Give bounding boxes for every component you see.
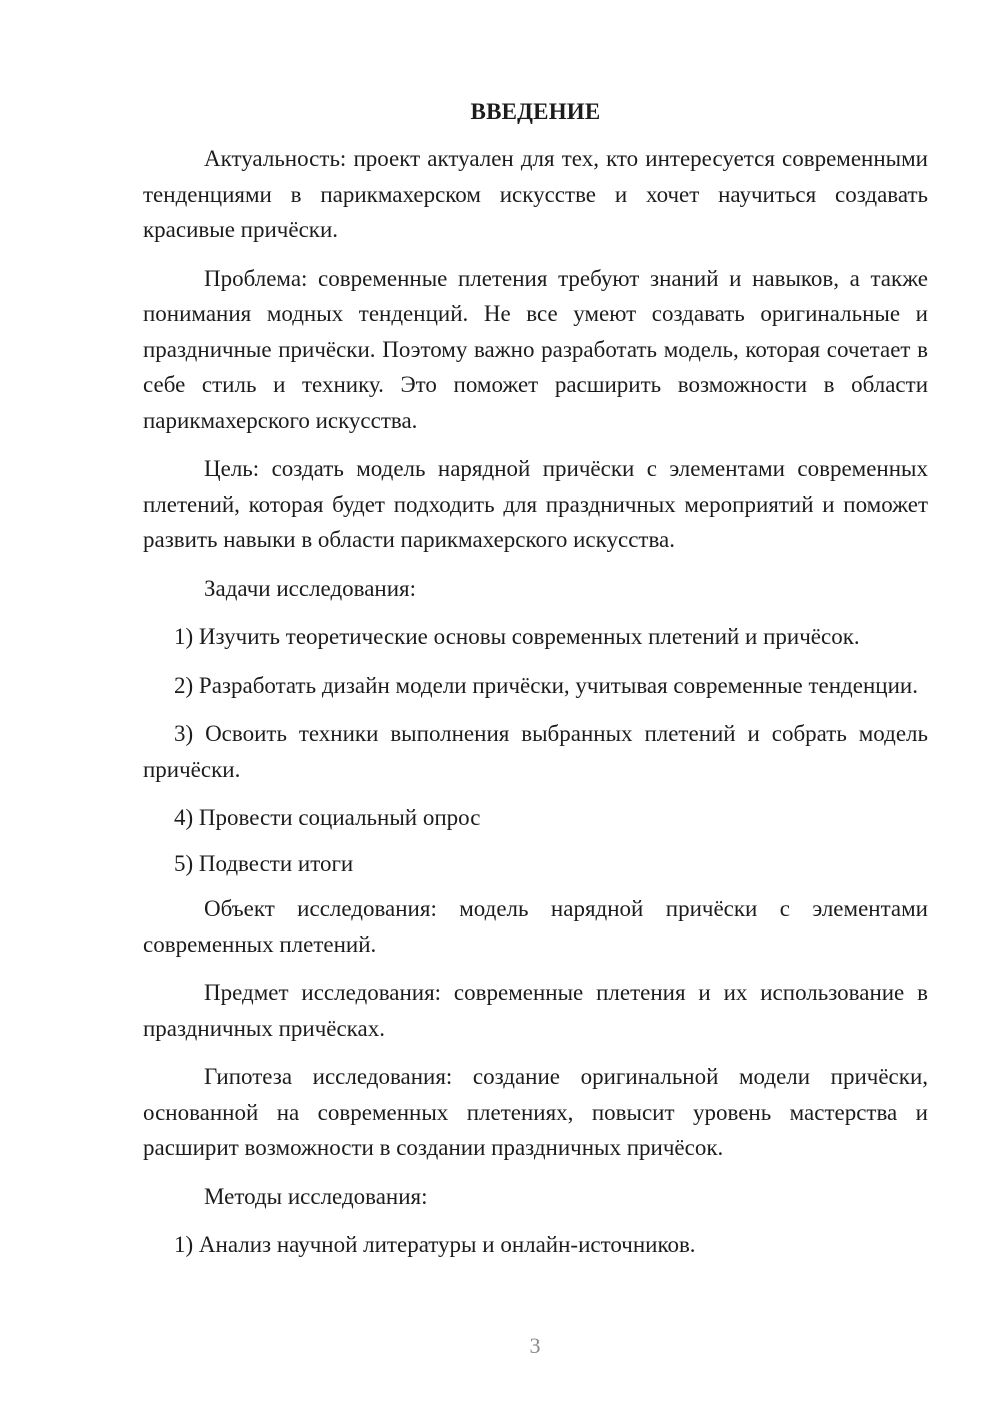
section-title: ВВЕДЕНИЕ (470, 99, 601, 124)
paragraph-object: Объект исследования: модель нарядной причёски с элементами современных плетений. (143, 896, 928, 957)
list-item-method-1: 1) Анализ научной литературы и онлайн-источников. (174, 1232, 696, 1257)
paragraph-relevance: Актуальность: проект актуален для тех, кто интересуется современными тенденциями в парикмахерском искусстве и хочет научиться создавать красивые причёски. (143, 146, 928, 242)
list-item-task-2: 2) Разработать дизайн модели причёски, учитывая современные тенденции. (174, 672, 918, 698)
paragraph-problem: Проблема: современные плетения требуют знаний и навыков, а также понимания модных тенденций. Не все умеют создавать оригинальные и праздничные причёски. Поэтому важно разработать модель, которая сочетает в себе стиль и технику. Это поможет расширить возможности в области парикмахерского искусства. (143, 265, 928, 433)
list-item-task-3: 3) Освоить техники выполнения выбранных плетений и собрать модель причёски. (143, 721, 928, 782)
paragraph-methods-heading: Методы исследования: (204, 1183, 428, 1209)
paragraph-tasks-heading: Задачи исследования: (204, 575, 417, 601)
page-content (143, 94, 928, 1276)
list-item-task-1: 1) Изучить теоретические основы современных плетений и причёсок. (174, 624, 860, 649)
list-item-task-5: 5) Подвести итоги (174, 850, 354, 876)
paragraph-hypothesis: Гипотеза исследования: создание оригинальной модели причёски, основанной на современных плетениях, повысит уровень мастерства и расширит возможности в создании праздничных причёсок. (143, 1064, 928, 1160)
list-item-task-4: 4) Провести социальный опрос (174, 805, 481, 830)
paragraph-goal: Цель: создать модель нарядной причёски с элементами современных плетений, которая будет подходить для праздничных мероприятий и поможет развить навыки в области парикмахерского искусства. (143, 456, 928, 552)
paragraph-subject: Предмет исследования: современные плетения и их использование в праздничных причёсках. (143, 980, 928, 1041)
page-number: 3 (529, 1333, 541, 1358)
